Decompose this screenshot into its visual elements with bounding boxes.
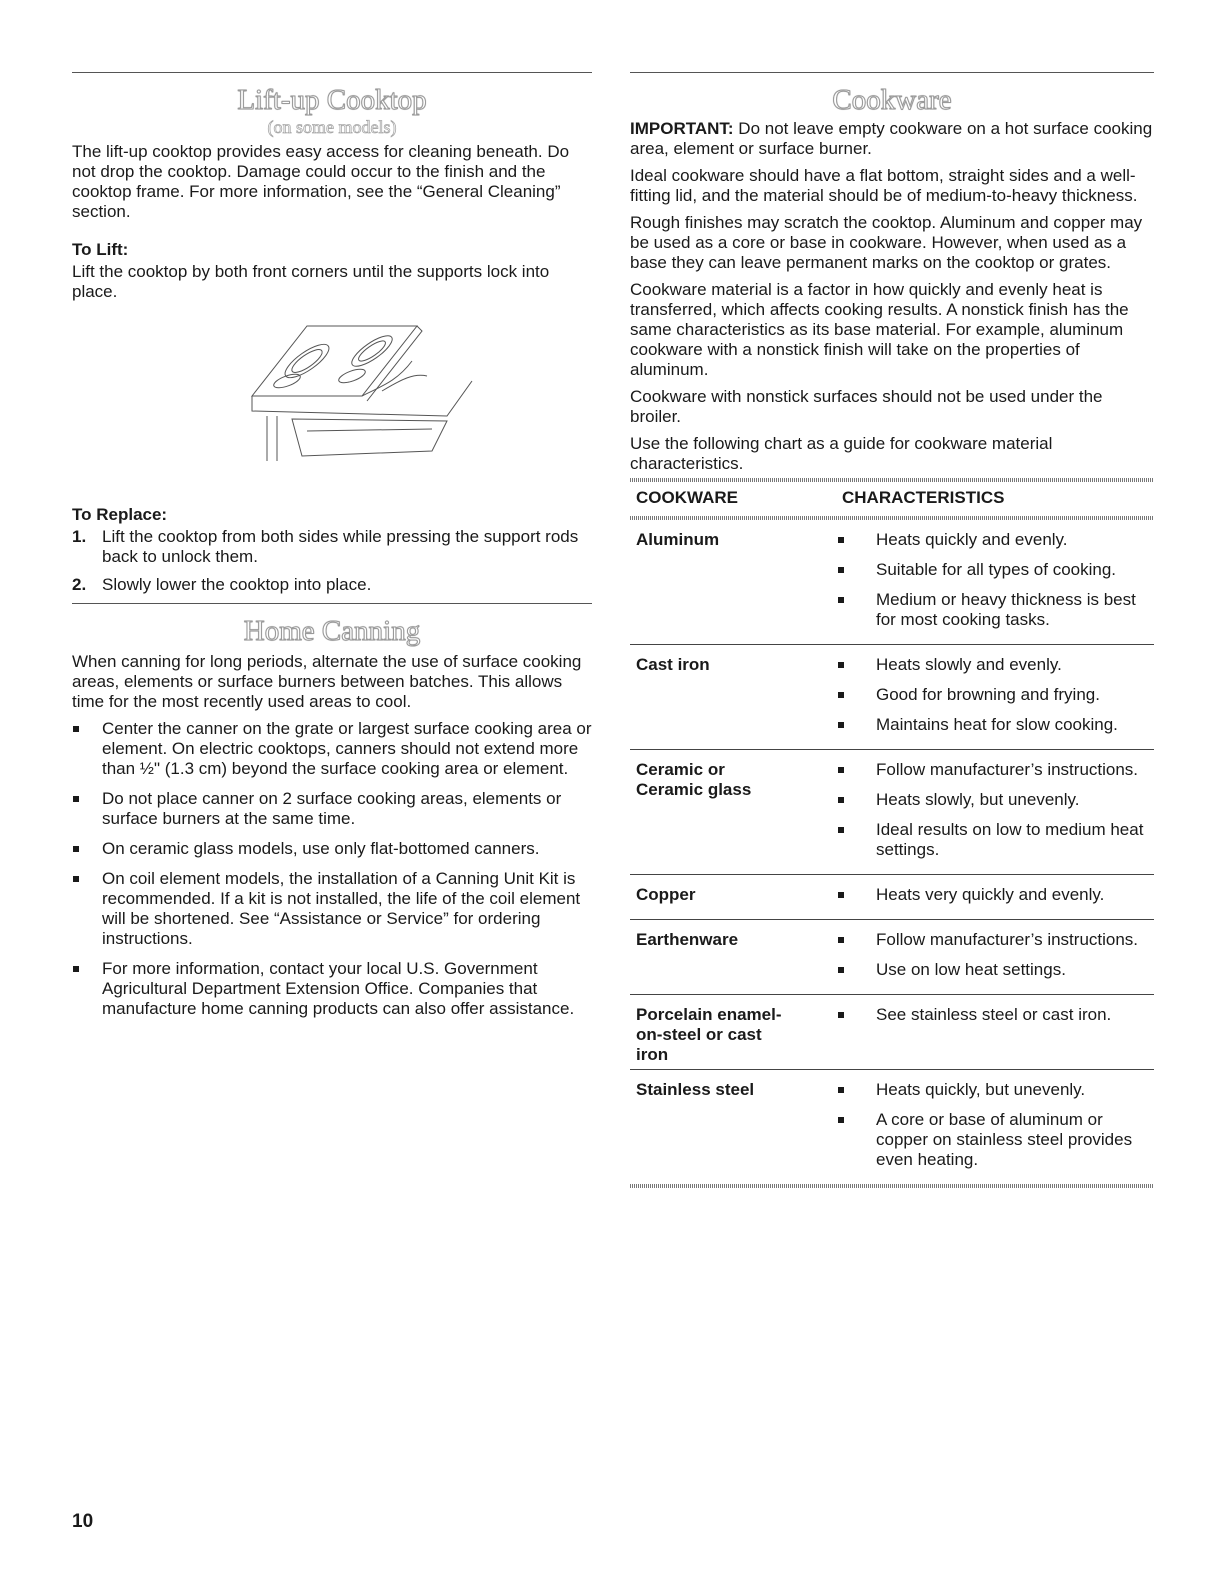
cookware-characteristics: [836, 995, 1154, 1070]
characteristic-text: See stainless steel or cast iron.: [876, 1005, 1112, 1024]
characteristic-text: Heats slowly, but unevenly.: [876, 790, 1080, 809]
characteristic-text: Suitable for all types of cooking.: [876, 560, 1117, 579]
bullet-icon: [838, 692, 844, 698]
characteristic-text: Heats quickly and evenly.: [876, 530, 1068, 549]
cookware-characteristics: [836, 750, 1154, 875]
characteristics-list: [836, 1080, 1154, 1170]
characteristics-list: [836, 655, 1154, 735]
characteristic-text: Medium or heavy thickness is best for most cooking tasks.: [876, 590, 1136, 629]
liftup-intro: The lift-up cooktop provides easy access for cleaning beneath. Do not drop the cooktop. Damage could occur to the finish and the cooktop frame. For more information, see the “General Cleaning” section.: [72, 142, 570, 221]
list-item: [836, 1080, 1154, 1100]
cookware-title: Cookware: [832, 84, 952, 116]
to-lift-text: Lift the cooktop by both front corners until the supports lock into place.: [72, 262, 550, 301]
bullet-text: Center the canner on the grate or largest surface cooking area or element. On electric cooktops, canners should not extend more than ½" (1.3 cm) beyond the surface cooking area or element.: [102, 719, 592, 778]
cookware-characteristics: [836, 920, 1154, 995]
step-number: 2.: [72, 575, 87, 594]
list-item: [836, 715, 1154, 735]
replace-steps: [72, 527, 592, 595]
list-item: [836, 1110, 1154, 1170]
characteristic-text: Maintains heat for slow cooking.: [876, 715, 1118, 734]
cookware-name: Copper: [630, 875, 836, 920]
important-note: [630, 119, 1154, 159]
right-column: [630, 72, 1154, 1188]
characteristics-list: [836, 885, 1154, 905]
column-header-characteristics: CHARACTERISTICS: [842, 488, 1005, 507]
list-item: [836, 820, 1154, 860]
cookware-name: Aluminum: [630, 520, 836, 645]
bullet-text: On ceramic glass models, use only flat-bottomed canners.: [102, 839, 540, 858]
list-item: [836, 590, 1154, 630]
section-divider: [72, 72, 592, 73]
bullet-icon: [838, 1087, 844, 1093]
list-item: [836, 960, 1154, 980]
list-item: [836, 930, 1154, 950]
canning-bullets: [72, 719, 592, 1019]
bullet-icon: [838, 937, 844, 943]
bullet-icon: [838, 827, 844, 833]
bullet-icon: [838, 662, 844, 668]
characteristic-text: Use on low heat settings.: [876, 960, 1066, 979]
bullet-icon: [838, 892, 844, 898]
cookware-name: Ceramic or Ceramic glass: [630, 750, 836, 875]
cookware-paragraph: Use the following chart as a guide for cookware material characteristics.: [630, 434, 1053, 473]
table-row: [630, 645, 1154, 750]
cookware-characteristics: [836, 645, 1154, 750]
characteristic-text: Heats very quickly and evenly.: [876, 885, 1105, 904]
characteristic-text: Good for browning and frying.: [876, 685, 1100, 704]
step-text: Slowly lower the cooktop into place.: [102, 575, 372, 594]
bullet-icon: [838, 767, 844, 773]
table-row: [630, 1070, 1154, 1185]
table-row: [630, 750, 1154, 875]
important-label: IMPORTANT:: [630, 119, 734, 138]
list-item: [836, 885, 1154, 905]
cookware-name: Stainless steel: [636, 1080, 755, 1099]
table-bottom-border: [630, 1184, 1154, 1188]
list-item: [72, 959, 592, 1019]
cookware-paragraph: Cookware with nonstick surfaces should not be used under the broiler.: [630, 387, 1103, 426]
list-item: [836, 790, 1154, 810]
table-row: [630, 875, 1154, 920]
to-lift-heading: To Lift:: [72, 240, 129, 259]
liftup-title: Lift-up Cooktop: [237, 84, 427, 116]
list-item: [72, 839, 592, 859]
characteristic-text: Heats slowly and evenly.: [876, 655, 1062, 674]
bullet-icon: [73, 796, 79, 802]
to-replace-heading: To Replace:: [72, 505, 168, 524]
bullet-icon: [838, 597, 844, 603]
cookware-name: Earthenware: [630, 920, 836, 995]
cookware-characteristics: [836, 875, 1154, 920]
column-header-cookware: COOKWARE: [636, 488, 738, 507]
characteristics-list: [836, 760, 1154, 860]
bullet-icon: [838, 1012, 844, 1018]
bullet-icon: [73, 726, 79, 732]
lift-up-cooktop-illustration: [232, 321, 482, 466]
bullet-icon: [73, 846, 79, 852]
step-number: 1.: [72, 527, 87, 546]
characteristic-text: Follow manufacturer’s instructions.: [876, 760, 1139, 779]
page-number: 10: [72, 1511, 94, 1532]
list-item: [836, 655, 1154, 675]
list-item: [836, 530, 1154, 550]
cookware-table: [630, 482, 1154, 1184]
characteristic-text: Ideal results on low to medium heat settings.: [876, 820, 1144, 859]
characteristics-list: [836, 930, 1154, 980]
list-item: [836, 760, 1154, 780]
canning-title: Home Canning: [243, 615, 421, 647]
cookware-name: Cast iron: [630, 645, 836, 750]
cookware-paragraph: Cookware material is a factor in how quickly and evenly heat is transferred, which affects cooking results. A nonstick finish has the same characteristics as its base material. For example, aluminum cookware with a nonstick finish will take on the properties of aluminum.: [630, 280, 1129, 379]
list-item: [72, 789, 592, 829]
step-text: Lift the cooktop from both sides while pressing the support rods back to unlock them.: [102, 527, 579, 566]
list-item: [836, 560, 1154, 580]
liftup-subtitle: (on some models): [267, 117, 397, 137]
list-item: [72, 719, 592, 779]
bullet-icon: [73, 966, 79, 972]
bullet-icon: [838, 1117, 844, 1123]
list-item: [836, 685, 1154, 705]
table-body: [630, 520, 1154, 1184]
bullet-icon: [838, 797, 844, 803]
important-text: Do not leave empty cookware on a hot surface cooking area, element or surface burner.: [630, 119, 1153, 158]
list-item: [72, 575, 592, 595]
bullet-icon: [838, 967, 844, 973]
table-row: [630, 520, 1154, 645]
cookware-paragraph: Ideal cookware should have a flat bottom, straight sides and a well-fitting lid, and the material should be of medium-to-heavy thickness.: [630, 166, 1138, 205]
table-row: [630, 995, 1154, 1070]
characteristics-list: [836, 530, 1154, 630]
characteristic-text: Heats quickly, but unevenly.: [876, 1080, 1086, 1099]
table-header-row: [630, 482, 1154, 516]
list-item: [72, 527, 592, 567]
bullet-icon: [838, 537, 844, 543]
bullet-icon: [838, 567, 844, 573]
bullet-icon: [838, 722, 844, 728]
canning-intro: When canning for long periods, alternate the use of surface cooking areas, elements or surface burners between batches. This allows time for the most recently used areas to cool.: [72, 652, 582, 711]
characteristics-list: [836, 1005, 1154, 1025]
list-item: [72, 869, 592, 949]
cookware-paragraph: Rough finishes may scratch the cooktop. Aluminum and copper may be used as a core or base in cookware. However, when used as a base they can leave permanent marks on the cooktop or grates.: [630, 213, 1143, 272]
characteristic-text: A core or base of aluminum or copper on stainless steel provides even heating.: [876, 1110, 1133, 1169]
list-item: [836, 1005, 1154, 1025]
bullet-icon: [73, 876, 79, 882]
cookware-characteristics: [836, 520, 1154, 645]
cookware-characteristics: [836, 1070, 1154, 1185]
bullet-text: Do not place canner on 2 surface cooking areas, elements or surface burners at the same time.: [102, 789, 562, 828]
table-row: [630, 920, 1154, 995]
bullet-text: For more information, contact your local U.S. Government Agricultural Department Extension Office. Companies that manufacture home canning products can also offer assistance.: [102, 959, 575, 1018]
characteristic-text: Follow manufacturer’s instructions.: [876, 930, 1139, 949]
section-divider: [630, 72, 1154, 73]
cookware-name: Porcelain enamel-on-steel or cast iron: [630, 995, 836, 1070]
bullet-text: On coil element models, the installation of a Canning Unit Kit is recommended. If a kit is not installed, the life of the coil element will be shortened. See “Assistance or Service” for ordering instructions.: [102, 869, 581, 948]
left-column: [72, 72, 592, 1029]
section-divider: [72, 603, 592, 604]
